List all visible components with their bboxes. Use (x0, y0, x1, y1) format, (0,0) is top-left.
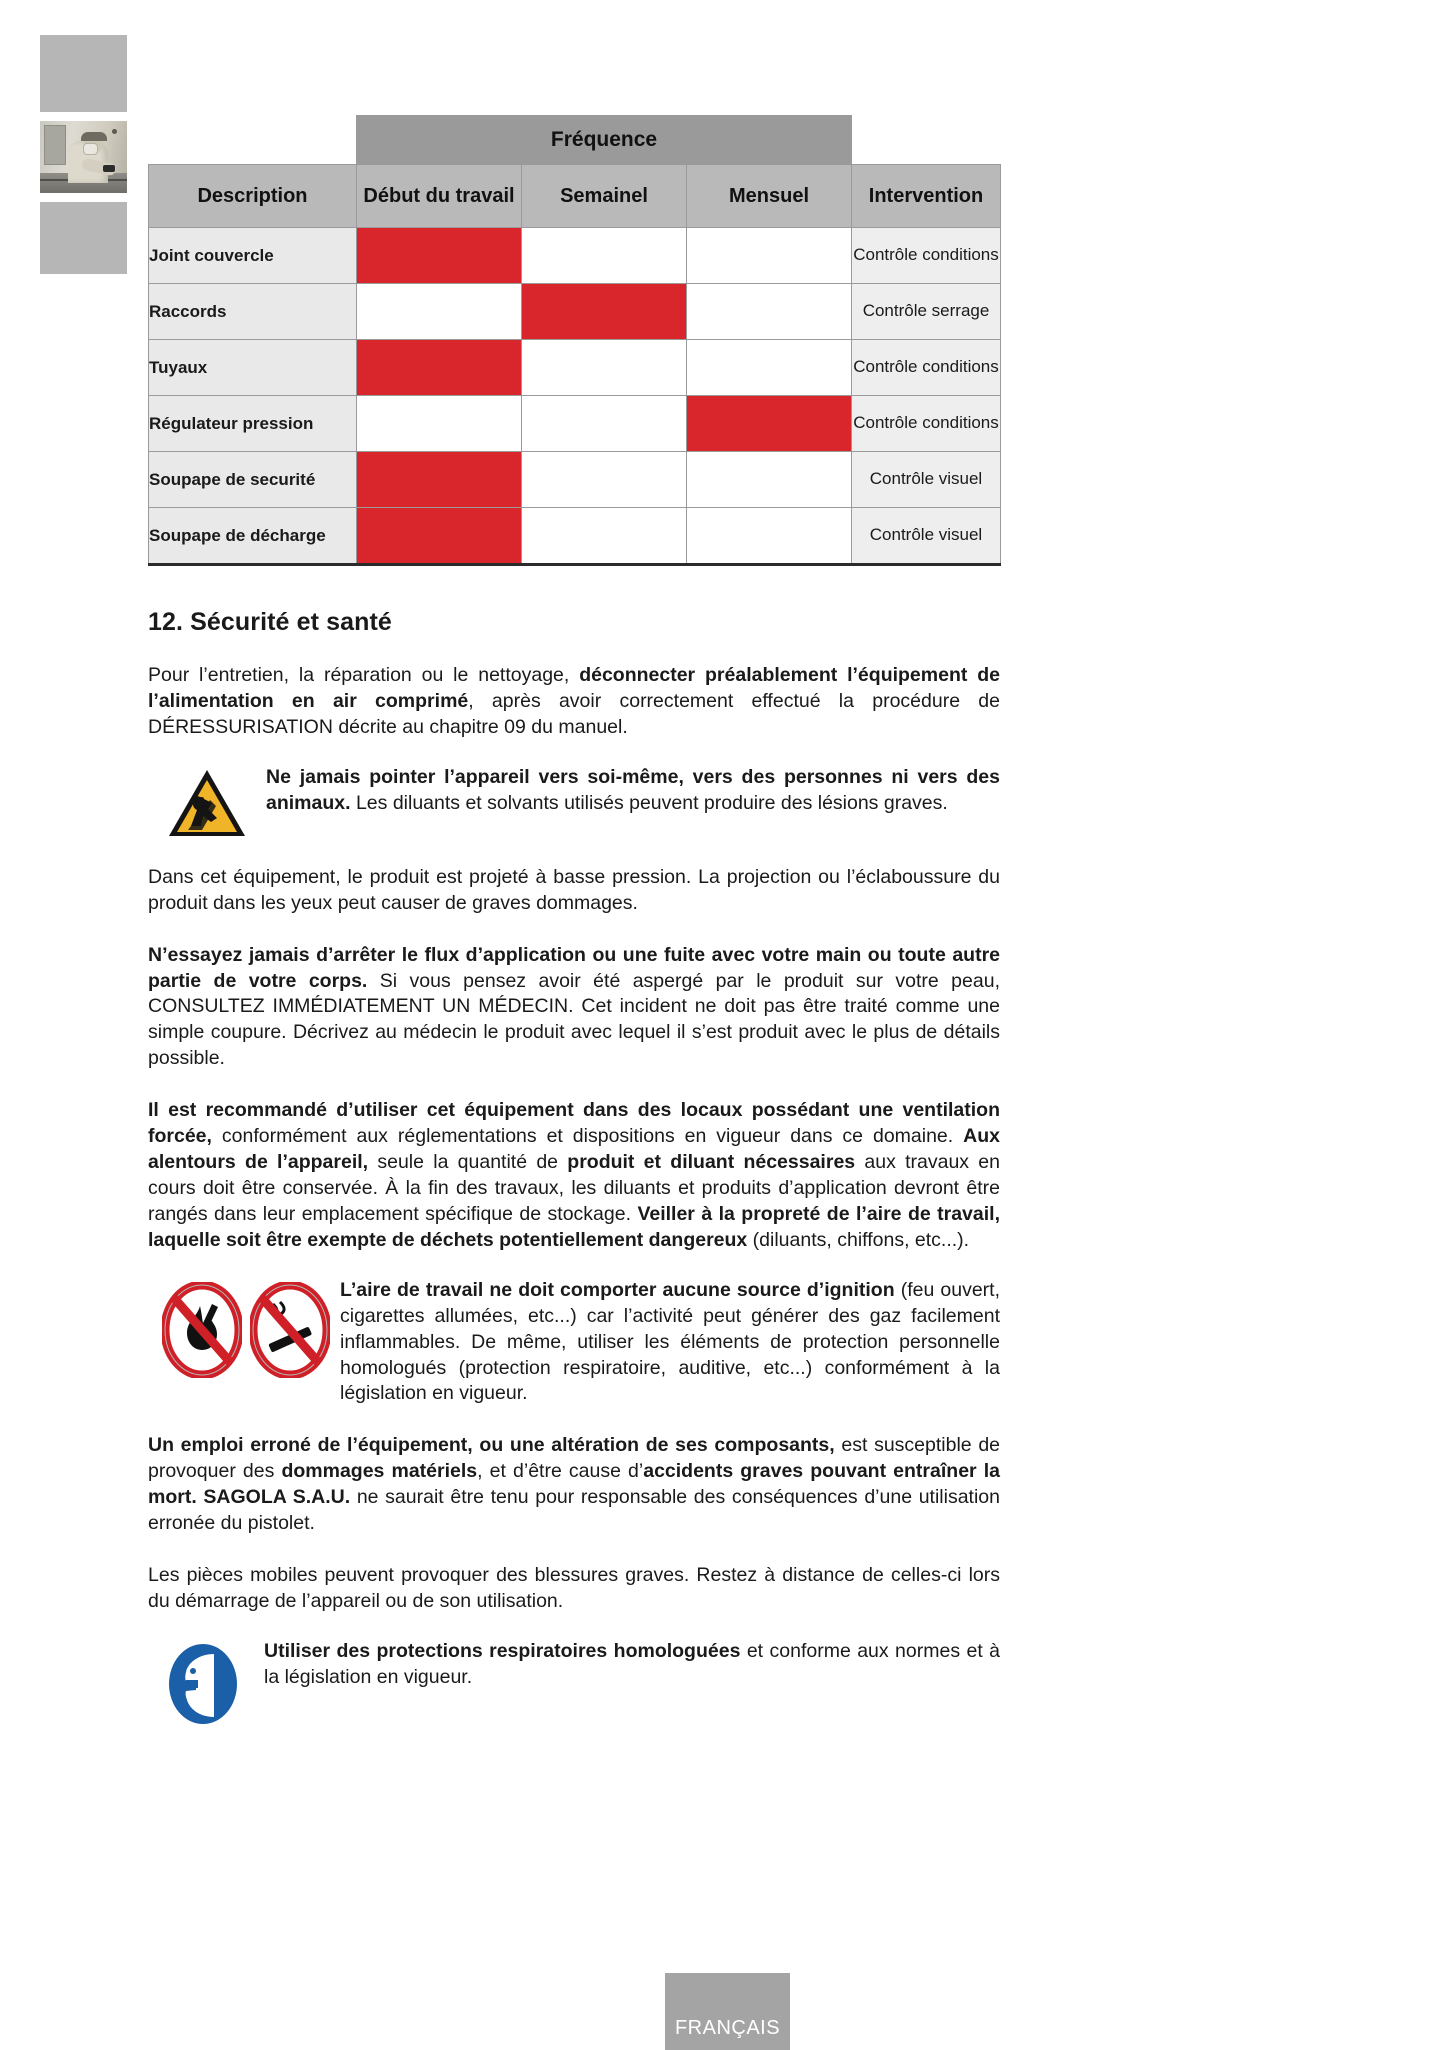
table-cell-description: Joint couvercle (149, 228, 357, 284)
p4-bold-g: Veiller à la propreté de l’aire de travail, laquelle soit être exempte de déchets potentiellement dangereux (148, 1202, 1000, 1251)
table-cell-mensuel-marked (687, 396, 852, 452)
table-cell-semainel (522, 396, 687, 452)
table-cell-description: Soupape de securité (149, 452, 357, 508)
ignition-text-rest: (feu ouvert, cigarettes allumées, etc...) car l’activité peut générer des gaz facilement inflammables. De même, utiliser les éléments de protection personnelle homologués (protection respiratoire, auditive, etc...) conformément à la législation en vigueur. (340, 1278, 1000, 1405)
table-cell-description: Soupape de décharge (149, 508, 357, 565)
table-cell-debut-marked (357, 340, 522, 396)
paragraph-low-pressure: Dans cet équipement, le produit est projeté à basse pression. La projection ou l’éclaboussure du produit dans les yeux peut causer de graves dommages. (148, 865, 1000, 914)
table-cell-debut-marked (357, 228, 522, 284)
table-corner-blank (149, 116, 357, 165)
table-row (149, 340, 1001, 396)
no-smoking-icon (250, 1282, 330, 1378)
table-cell-debut (357, 396, 522, 452)
table-cell-debut-marked (357, 452, 522, 508)
paragraph-moving-parts: Les pièces mobiles peuvent provoquer des blessures graves. Restez à distance de celles-ci lors du démarrage de l’appareil ou de son utilisation. (148, 1564, 1000, 1612)
paragraph-disconnect-air (148, 663, 1000, 741)
table-cell-semainel-marked (522, 284, 687, 340)
footer-language-tab (665, 1973, 790, 2050)
table-cell-description: Régulateur pression (149, 396, 357, 452)
table-cell-description: Raccords (149, 284, 357, 340)
sidebar-operator-photo (40, 121, 127, 193)
table-header-debut: Début du travail (357, 165, 522, 228)
p4-bold-c: Aux alentours de l’appareil, (148, 1125, 1000, 1174)
table-row (149, 396, 1001, 452)
p3-rest: Si vous pensez avoir été aspergé par le produit sur votre peau, CONSULTEZ IMMÉDIATEMENT UN MÉDECIN. Cet incident ne doit pas être traité comme une simple coupure. Décrivez au médecin le produit avec lequel il s’est produit avec le plus de détails possible. (148, 969, 1000, 1070)
p4-bold-e: produit et diluant nécessaires (567, 1151, 856, 1174)
table-header-mensuel: Mensuel (687, 165, 852, 228)
table-header-semainel: Semainel (522, 165, 687, 228)
warning-text-bold: Ne jamais pointer l’appareil vers soi-même, vers des personnes ni vers des animaux. (266, 765, 1000, 814)
p1-part-c: , après avoir correctement effectué la procédure de DÉRESSURISATION décrite au chapitre 09 du manuel. (148, 689, 1000, 738)
table-cell-description: Tuyaux (149, 340, 357, 396)
sidebar-strip (40, 35, 127, 274)
table-cell-semainel (522, 508, 687, 565)
p3-bold: N’essayez jamais d’arrêter le flux d’application ou une fuite avec votre main ou toute autre partie de votre corps. (148, 943, 1000, 992)
prohibition-icons-group (148, 1278, 340, 1378)
respirator-text-rest: et conforme aux normes et à la législation en vigueur. (264, 1639, 1000, 1688)
table-cell-semainel (522, 340, 687, 396)
table-column-header-row (149, 165, 1001, 228)
page-title: 12. Sécurité et santé (148, 608, 392, 636)
table-cell-mensuel (687, 228, 852, 284)
p4-text-h: (diluants, chiffons, etc...). (747, 1228, 970, 1251)
p1-part-b-bold: déconnecter préalablement l’équipement de l’alimentation en air comprimé (148, 664, 1000, 712)
page-content (148, 0, 1000, 1727)
table-cell-debut (357, 284, 522, 340)
table-row (149, 228, 1001, 284)
p4-text-d: seule la quantité de (368, 1151, 568, 1174)
p4-text-f: aux travaux en cours doit être conservée. À la fin des travaux, les diluants et produits d’application devront être rangés dans leur emplacement spécifique de stockage. (148, 1151, 1000, 1225)
maintenance-table-body (149, 228, 1001, 565)
table-row (149, 452, 1001, 508)
p5-text-f: ne saurait être tenu pour responsable des conséquences d’une utilisation erronée du pistolet. (148, 1486, 1000, 1535)
table-cell-intervention: Contrôle conditions (852, 396, 1001, 452)
table-cell-intervention: Contrôle conditions (852, 228, 1001, 284)
warning-text (266, 765, 1000, 817)
p5-bold-a: Un emploi erroné de l’équipement, ou une altération de ses composants, (148, 1434, 835, 1457)
paragraph-never-stop-flow (148, 943, 1000, 1073)
table-cell-mensuel (687, 452, 852, 508)
p4-bold-a: Il est recommandé d’utiliser cet équipement dans des locaux possédant une ventilation forcée, (148, 1099, 1000, 1148)
table-corner-blank-right (852, 116, 1001, 165)
paragraph-ventilation (148, 1098, 1000, 1254)
p4-text-b: conformément aux réglementations et dispositions en vigueur dans ce domaine. (211, 1125, 964, 1148)
p5-bold-e: accidents graves pouvant entraîner la mort. SAGOLA S.A.U. (148, 1460, 1000, 1509)
table-row (149, 284, 1001, 340)
respirator-text (264, 1639, 1000, 1691)
ignition-warning-text (340, 1278, 1000, 1408)
table-cell-intervention: Contrôle visuel (852, 508, 1001, 565)
p5-text-d: , et d’être cause d’ (477, 1460, 644, 1483)
table-header-intervention: Intervention (852, 165, 1001, 228)
table-row (149, 508, 1001, 565)
footer-language-label: FRANÇAIS (674, 2017, 781, 2039)
p5-bold-c: dommages matériels (281, 1460, 478, 1483)
no-open-flame-icon (162, 1282, 242, 1378)
respirator-text-bold: Utiliser des protections respiratoires homologuées (264, 1639, 741, 1662)
sidebar-gray-block-bottom (40, 202, 127, 274)
table-cell-semainel (522, 228, 687, 284)
table-cell-mensuel (687, 508, 852, 565)
respirator-mandatory-block (148, 1639, 1000, 1727)
table-group-header-row (149, 116, 1001, 165)
respiratory-protection-icon (148, 1639, 264, 1727)
paragraph-misuse-liability (148, 1433, 1000, 1537)
p5-text-b: est susceptible de provoquer des (148, 1434, 1001, 1483)
table-cell-intervention: Contrôle visuel (852, 452, 1001, 508)
maintenance-table (148, 115, 1001, 566)
sidebar-gray-block-top (40, 35, 127, 112)
table-cell-mensuel (687, 340, 852, 396)
table-cell-intervention: Contrôle conditions (852, 340, 1001, 396)
table-cell-intervention: Contrôle serrage (852, 284, 1001, 340)
table-cell-semainel (522, 452, 687, 508)
p1-part-a: Pour l’entretien, la réparation ou le nettoyage, (148, 664, 580, 686)
warning-block (148, 765, 1000, 839)
ignition-text-bold: L’aire de travail ne doit comporter aucune source d’ignition (340, 1278, 895, 1301)
table-cell-mensuel (687, 284, 852, 340)
table-header-frequence: Fréquence (357, 116, 852, 165)
warning-triangle-icon (148, 765, 266, 839)
table-header-description: Description (149, 165, 357, 228)
table-cell-debut-marked (357, 508, 522, 565)
warning-text-rest: Les diluants et solvants utilisés peuvent produire des lésions graves. (350, 791, 948, 814)
ignition-warning-block (148, 1278, 1000, 1408)
